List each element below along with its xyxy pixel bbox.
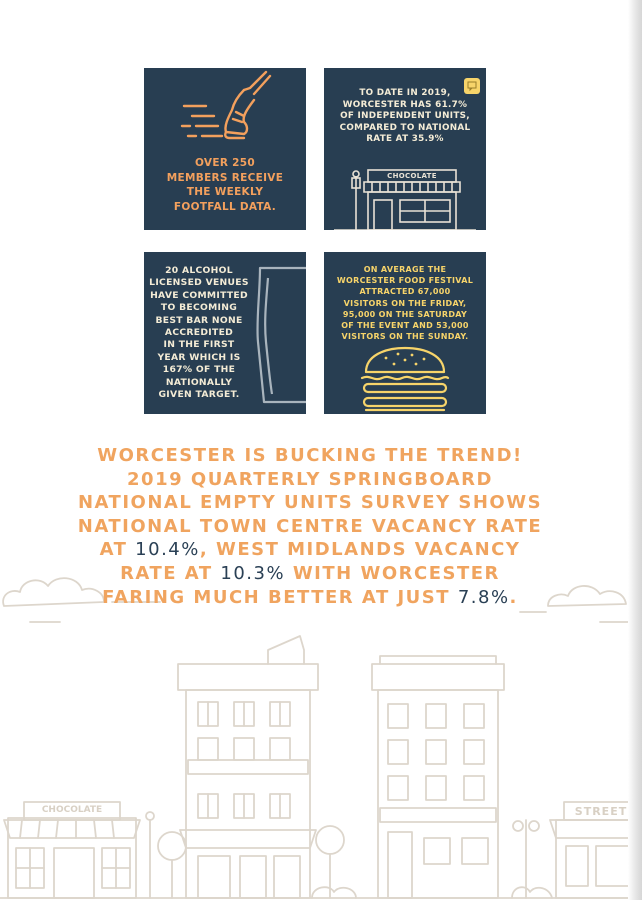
headline-line <box>60 538 560 562</box>
headline-line: NATIONAL EMPTY UNITS SURVEY SHOWS <box>77 492 543 514</box>
bar-none-text-line: GIVEN TARGET. <box>158 389 240 401</box>
food-festival-text-line: ON AVERAGE THE <box>363 265 447 274</box>
footfall-text-line: THE WEEKLY <box>186 186 264 198</box>
headline-line: WORCESTER IS BUCKING THE TREND! <box>97 445 523 466</box>
best-bar-none-tile <box>144 252 306 414</box>
independent-text-line: TO DATE IN 2019, <box>359 88 451 98</box>
headline-text: WITH WORCESTER <box>285 562 500 584</box>
bar-none-text-line: YEAR WHICH IS <box>157 351 241 363</box>
food-festival-text-line: VISITORS ON THE FRIDAY, <box>343 298 467 308</box>
food-festival-text-line: 95,000 ON THE SATURDAY <box>342 309 468 319</box>
bar-none-text-line: 20 ALCOHOL <box>165 265 233 276</box>
food-festival-tile <box>324 252 486 414</box>
headline-text: FARING MUCH BETTER AT JUST <box>102 586 458 608</box>
bar-none-text-line: LICENSED VENUES <box>149 277 249 289</box>
independent-text-line: OF INDEPENDENT UNITS, <box>340 111 470 122</box>
bar-none-text-line: BEST BAR NONE <box>155 314 243 326</box>
bar-none-text-line: TO BECOMING <box>160 302 238 314</box>
food-festival-text-line: WORCESTER FOOD FESTIVAL <box>336 276 474 286</box>
bar-none-text-line: 167% OF THE <box>162 364 236 376</box>
vacancy-rate-statement <box>60 444 560 609</box>
page-edge-shadow <box>628 0 642 900</box>
worcester-vacancy-rate: 7.8% <box>457 586 510 608</box>
footfall-text-line: FOOTFALL DATA. <box>173 200 277 213</box>
independent-units-tile <box>324 68 486 230</box>
bar-none-text-line: HAVE COMMITTED <box>150 289 248 301</box>
bar-none-text-line: ACCREDITED <box>164 327 234 339</box>
headline-text: AT <box>99 539 136 561</box>
headline-line <box>60 562 560 586</box>
food-festival-text-line: ATTRACTED 67,000 <box>359 287 451 297</box>
independent-text-line: WORCESTER HAS 61.7% <box>342 99 468 110</box>
headline-line: 2019 QUARTERLY SPRINGBOARD <box>127 468 493 490</box>
food-festival-text-line: OF THE EVENT AND 53,000 <box>341 321 469 331</box>
headline-line: NATIONAL TOWN CENTRE VACANCY RATE <box>77 515 543 537</box>
burger-icon <box>324 346 486 414</box>
right-shop-sign: STREET <box>574 805 628 818</box>
footfall-text-line: OVER 250 <box>194 157 255 169</box>
national-vacancy-rate: 10.4% <box>135 539 200 561</box>
west-midlands-vacancy-rate: 10.3% <box>220 562 286 584</box>
left-shop-sign: CHOCOLATE <box>41 805 103 815</box>
food-festival-text-line: VISITORS ON THE SUNDAY. <box>341 332 469 342</box>
running-shoe-icon <box>144 68 306 158</box>
headline-line <box>60 586 560 610</box>
headline-text: , WEST MIDLANDS VACANCY <box>199 539 521 561</box>
headline-text: RATE AT <box>120 562 221 584</box>
footfall-text-line: MEMBERS RECEIVE <box>166 171 284 184</box>
footfall-tile <box>144 68 306 230</box>
chocolate-shop-sign: CHOCOLATE <box>387 172 437 180</box>
independent-text-line: RATE AT 35.9% <box>366 134 444 145</box>
headline-text: . <box>509 586 518 608</box>
bar-none-text-line: NATIONALLY <box>165 376 233 388</box>
bar-none-text-line: IN THE FIRST <box>163 339 235 351</box>
independent-text-line: COMPARED TO NATIONAL <box>339 122 471 133</box>
